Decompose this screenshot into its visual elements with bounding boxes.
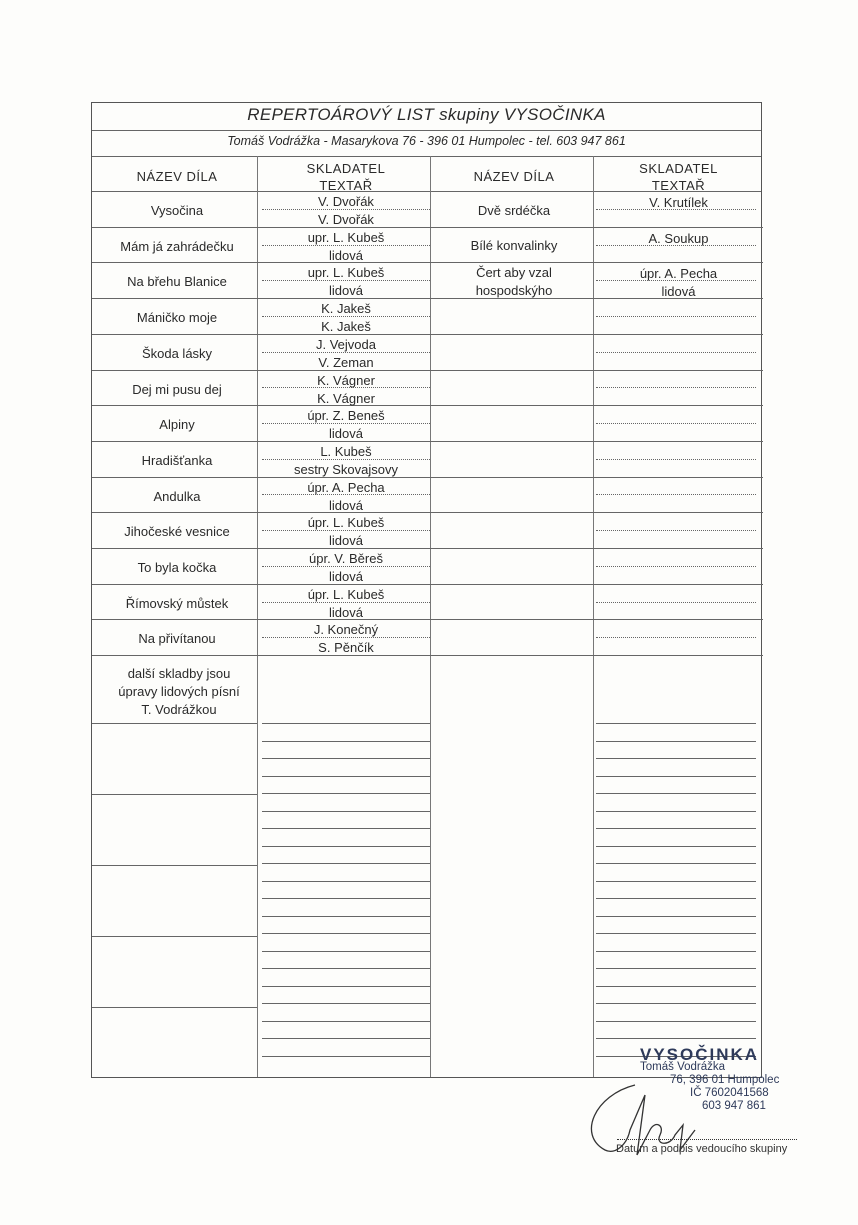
row-9-name: Andulka (153, 489, 201, 504)
row-divider (430, 334, 763, 335)
right-row-3-name-line2: hospodskýho (475, 283, 553, 298)
empty-row-divider (92, 936, 257, 937)
row-5-name: Škoda lásky (141, 346, 213, 361)
empty-line (262, 863, 430, 864)
row-11-name: To byla kočka (137, 560, 217, 575)
empty-row-divider (92, 865, 257, 866)
row-5-lyricist: V. Zeman (318, 355, 374, 370)
row-12-lyricist: lidová (329, 605, 363, 620)
row-subdivider (596, 637, 756, 638)
header-composer-1-line1: SKLADATEL (306, 161, 386, 176)
right-row-3-composer: úpr. A. Pecha (639, 266, 718, 281)
row-divider (430, 619, 763, 620)
row-8-composer: L. Kubeš (320, 444, 372, 459)
empty-line (596, 723, 756, 724)
arrangement-note (104, 665, 254, 719)
header-composer-2-line2: TEXTAŘ (651, 178, 706, 193)
row-12-name: Římovský můstek (125, 596, 229, 611)
row-5-composer: J. Vejvoda (316, 337, 376, 352)
empty-line (262, 986, 430, 987)
row-subdivider (596, 459, 756, 460)
empty-line (262, 723, 430, 724)
row-7-name: Alpiny (159, 417, 195, 432)
row-7-lyricist: lidová (329, 426, 363, 441)
empty-line (262, 881, 430, 882)
row-divider (430, 655, 763, 656)
sheet-subtitle: Tomáš Vodrážka - Masarykova 76 - 396 01 Humpolec - tel. 603 947 861 (227, 134, 626, 148)
row-13-name: Na přivítanou (138, 631, 216, 646)
empty-line (262, 933, 430, 934)
title-divider (92, 130, 761, 131)
empty-line (596, 933, 756, 934)
empty-line (262, 846, 430, 847)
row-2-lyricist: lidová (329, 248, 363, 263)
row-divider (430, 441, 763, 442)
stamp-name: VYSOČINKA (640, 1045, 760, 1064)
row-8-lyricist: sestry Skovajsovy (293, 462, 399, 477)
right-row-3-lyricist: lidová (661, 284, 696, 299)
empty-line (596, 968, 756, 969)
col-separator-1 (257, 156, 258, 1077)
right-row-2-name: Bílé konvalinky (470, 238, 558, 253)
row-3-composer: upr. L. Kubeš (307, 265, 385, 280)
header-composer-2-line1: SKLADATEL (639, 161, 718, 176)
stamp-ico: IČ 7602041568 (690, 1087, 769, 1099)
row-divider (430, 370, 763, 371)
header-top-divider (92, 156, 761, 157)
row-4-name: Máničko moje (136, 310, 218, 325)
empty-row-divider (92, 794, 257, 795)
stamp-address: 76, 396 01 Humpolec (670, 1074, 780, 1086)
row-subdivider (596, 602, 756, 603)
row-1-lyricist: V. Dvořák (318, 212, 374, 227)
row-13-lyricist: S. Pěnčík (318, 640, 374, 655)
empty-line (262, 1038, 430, 1039)
row-divider (430, 584, 763, 585)
row-1-name: Vysočina (150, 203, 204, 218)
row-2-composer: upr. L. Kubeš (307, 230, 385, 245)
empty-line (262, 898, 430, 899)
row-subdivider (596, 494, 756, 495)
empty-line (262, 916, 430, 917)
stamp-person: Tomáš Vodrážka (640, 1061, 726, 1073)
empty-line (596, 1021, 756, 1022)
row-6-composer: K. Vágner (317, 373, 375, 388)
empty-line (596, 846, 756, 847)
signature-caption: Datum a podpis vedoucího skupiny (616, 1143, 788, 1155)
row-divider (430, 477, 763, 478)
header-composer-1-line2: TEXTAŘ (319, 178, 373, 193)
empty-line (596, 881, 756, 882)
row-6-lyricist: K. Vágner (317, 391, 375, 406)
empty-line (596, 916, 756, 917)
row-subdivider (596, 316, 756, 317)
row-10-composer: úpr. L. Kubeš (307, 515, 385, 530)
row-4-composer: K. Jakeš (321, 301, 371, 316)
row-9-composer: úpr. A. Pecha (307, 480, 385, 495)
empty-line (262, 776, 430, 777)
stamp-phone: 603 947 861 (702, 1100, 766, 1112)
empty-line (262, 811, 430, 812)
row-divider (430, 548, 763, 549)
row-8-name: Hradišťanka (141, 453, 213, 468)
sheet-title: REPERTOÁROVÝ LIST skupiny VYSOČINKA (247, 105, 606, 124)
empty-line (262, 741, 430, 742)
row-subdivider (596, 352, 756, 353)
empty-line (596, 863, 756, 864)
row-11-lyricist: lidová (329, 569, 363, 584)
row-9-lyricist: lidová (329, 498, 363, 513)
empty-line (596, 793, 756, 794)
empty-line (596, 776, 756, 777)
right-row-1-composer: V. Krutílek (649, 195, 708, 210)
row-10-name: Jihočeské vesnice (124, 524, 230, 539)
row-divider (430, 405, 763, 406)
row-1-composer: V. Dvořák (318, 194, 374, 209)
empty-line (262, 951, 430, 952)
row-subdivider (596, 566, 756, 567)
header-composer-1 (262, 160, 430, 194)
row-12-composer: úpr. L. Kubeš (307, 587, 385, 602)
signature-line (617, 1139, 797, 1140)
row-11-composer: úpr. V. Běreš (309, 551, 383, 566)
row-6-name: Dej mi pusu dej (132, 382, 222, 397)
empty-line (596, 828, 756, 829)
header-composer-2 (596, 160, 761, 194)
empty-line (262, 828, 430, 829)
empty-line (262, 1021, 430, 1022)
empty-line (596, 758, 756, 759)
empty-line (596, 1038, 756, 1039)
row-2-name: Mám já zahrádečku (120, 239, 234, 254)
empty-row-divider (92, 1007, 257, 1008)
empty-line (262, 968, 430, 969)
empty-line (262, 1003, 430, 1004)
empty-line (596, 741, 756, 742)
empty-line (596, 951, 756, 952)
row-10-lyricist: lidová (329, 533, 363, 548)
empty-line (596, 811, 756, 812)
row-7-composer: úpr. Z. Beneš (307, 408, 385, 423)
header-name-2: NÁZEV DÍLA (473, 169, 555, 184)
row-divider (430, 262, 763, 263)
empty-line (596, 1003, 756, 1004)
row-13-composer: J. Konečný (313, 622, 379, 637)
row-divider (430, 227, 763, 228)
note-line-2: úpravy lidových písní (118, 684, 240, 699)
empty-line (596, 986, 756, 987)
empty-row-divider (92, 723, 257, 724)
empty-line (262, 793, 430, 794)
row-4-lyricist: K. Jakeš (321, 319, 371, 334)
header-bottom-line (92, 191, 761, 192)
row-subdivider (596, 530, 756, 531)
row-3-name: Na břehu Blanice (127, 274, 227, 289)
row-subdivider (596, 423, 756, 424)
note-line-1: další skladby jsou (127, 666, 231, 681)
row-divider (430, 512, 763, 513)
row-3-lyricist: lidová (329, 283, 363, 298)
header-name-1: NÁZEV DÍLA (136, 169, 218, 184)
note-line-3: T. Vodrážkou (141, 702, 217, 717)
empty-line (596, 898, 756, 899)
empty-line (262, 1056, 430, 1057)
right-row-3-name-line1: Čert aby vzal (476, 265, 552, 280)
right-row-2-composer: A. Soukup (648, 231, 709, 246)
right-row-1-name: Dvě srdéčka (477, 203, 551, 218)
row-subdivider (596, 387, 756, 388)
empty-line (262, 758, 430, 759)
repertoire-sheet (91, 102, 762, 1078)
